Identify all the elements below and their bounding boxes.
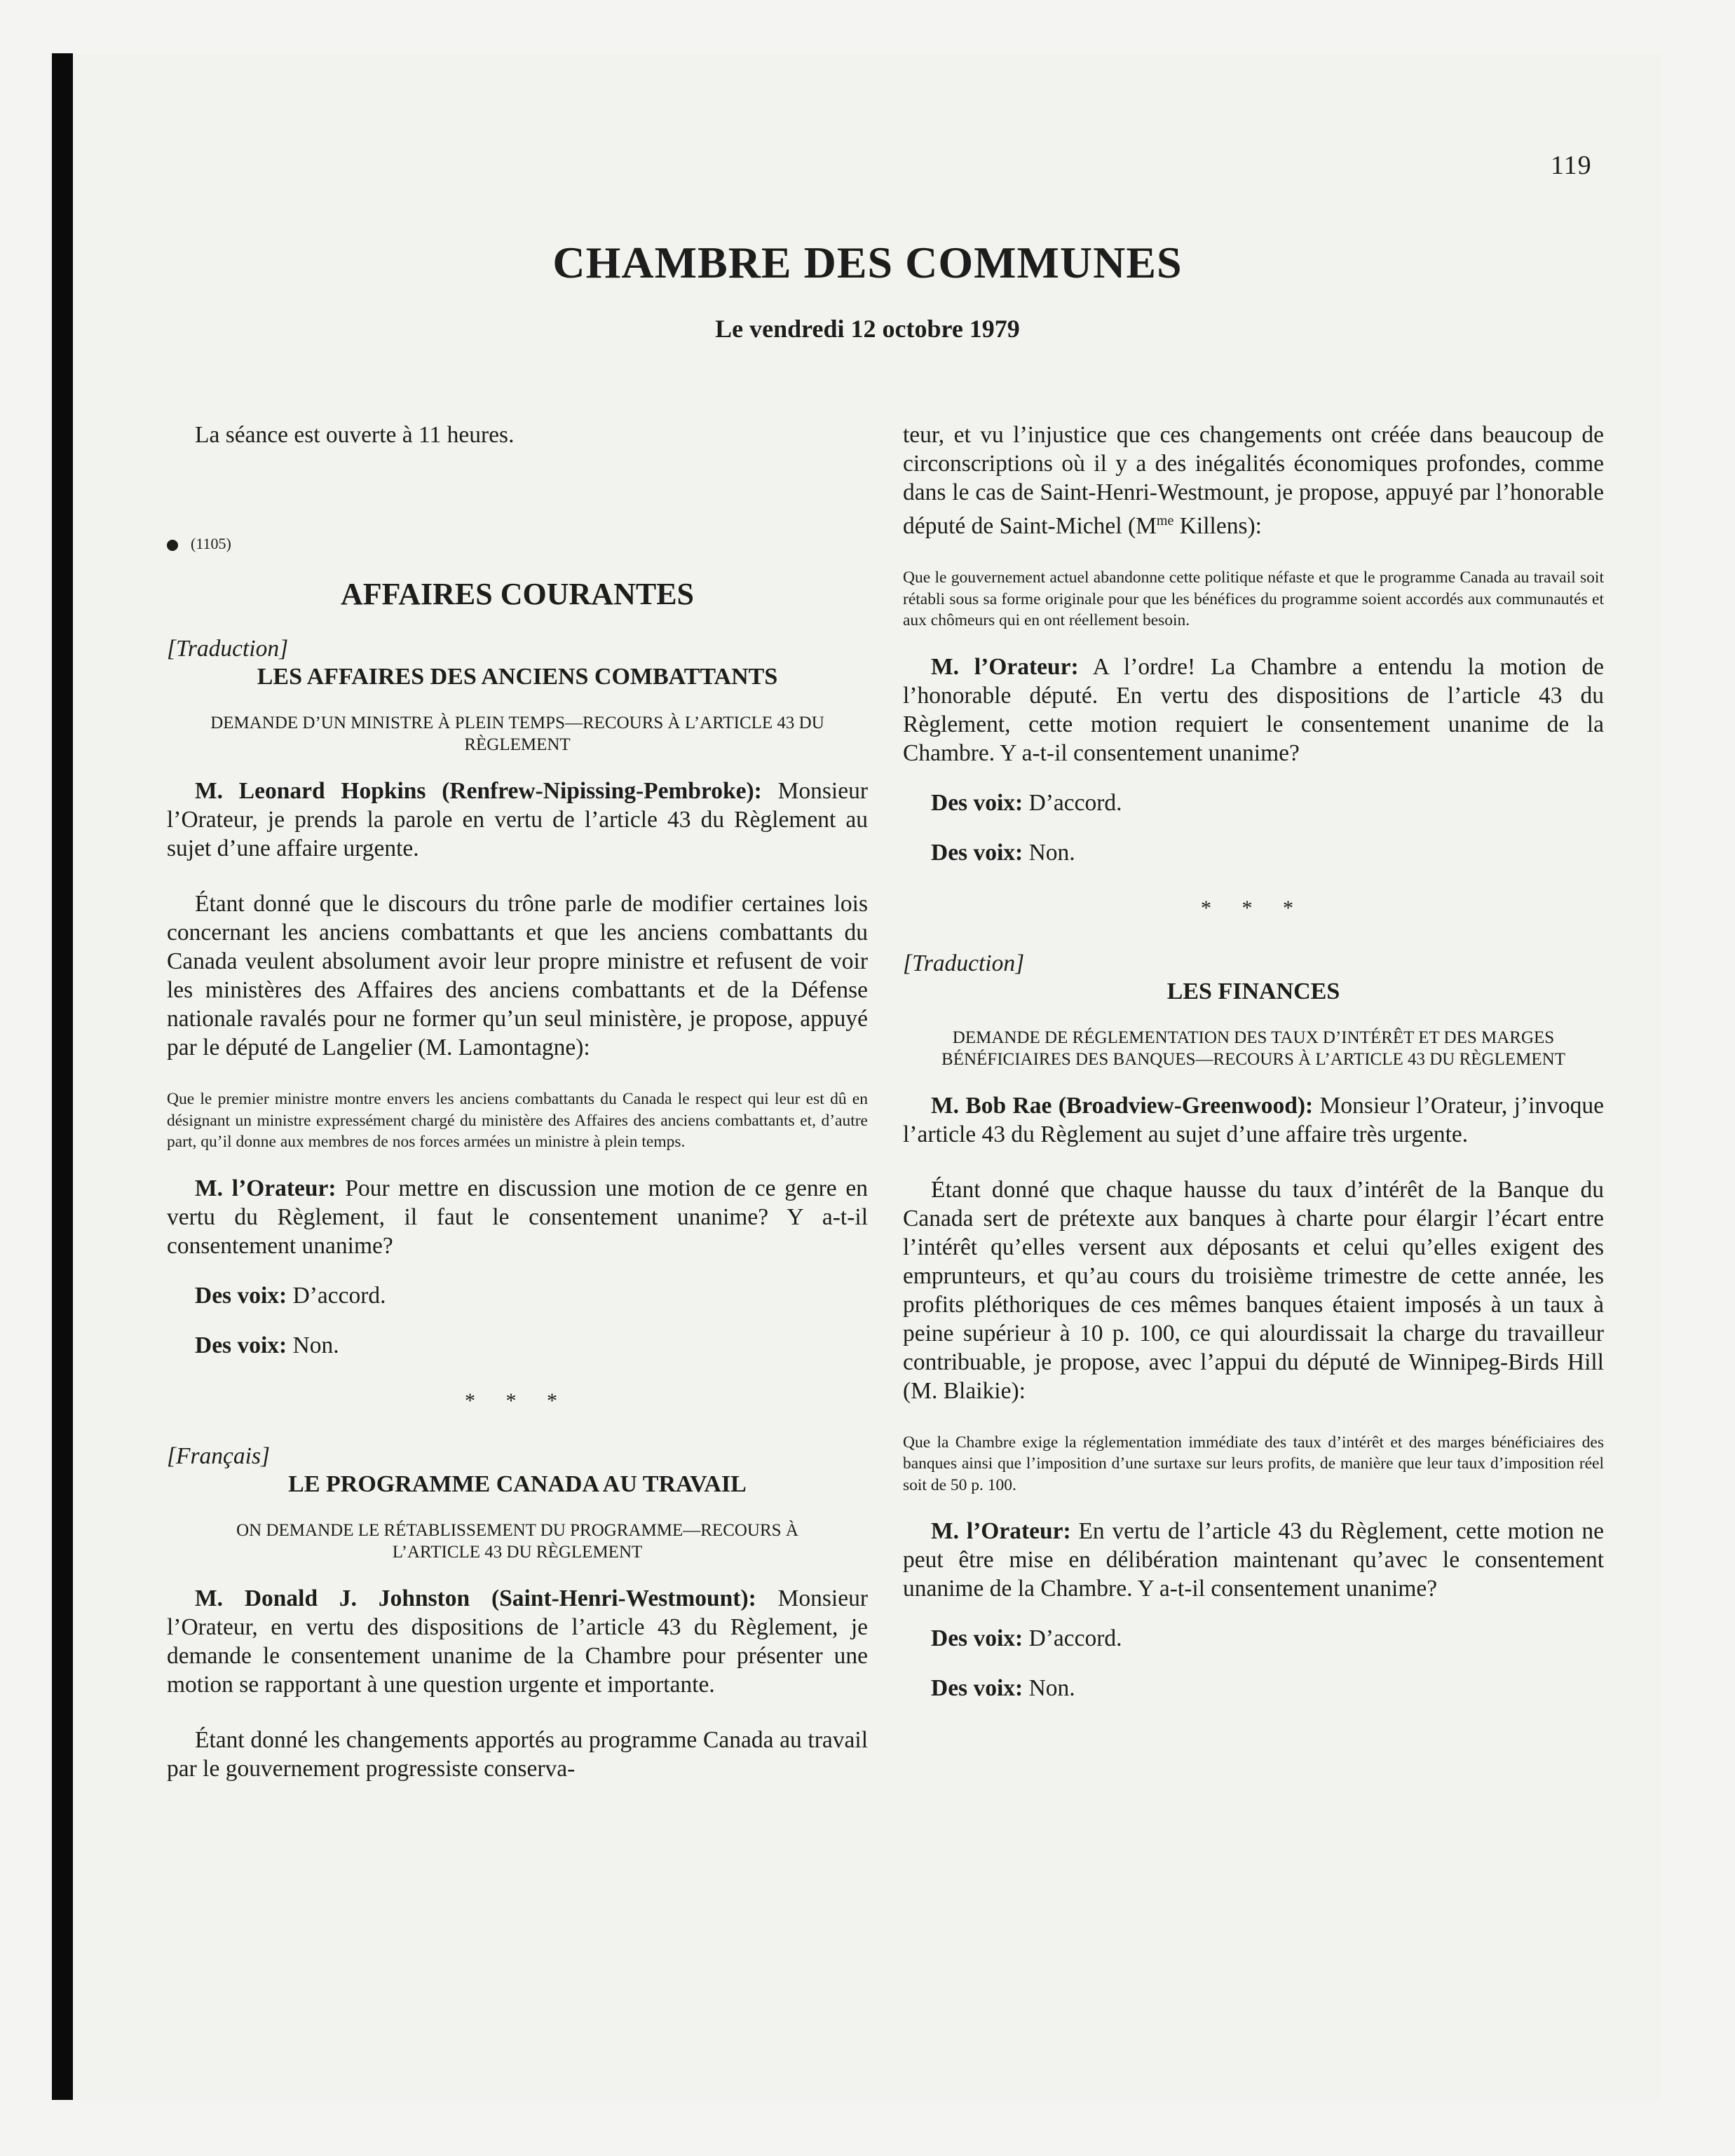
johnston-speech	[167, 1584, 868, 1699]
johnston-preamble-start: Étant donné les changements apportés au programme Canada au travail par le gouvernement progressiste conserva-	[167, 1726, 868, 1782]
speech-text: A l’ordre! La Chambre a entendu la motion de l’honorable député. En vertu des dispositions de l’article 43 du Règlement, cette motion requiert le consentement unanime de la Chambre. Y a-t-il consentement unanime?	[903, 653, 1604, 766]
section-title-veterans: LES AFFAIRES DES ANCIENS COMBATTANTS	[257, 664, 778, 690]
rubric-heading: AFFAIRES COURANTES	[340, 577, 695, 611]
preamble-text-end: Killens):	[1173, 513, 1262, 540]
page-number: 119	[1551, 151, 1592, 180]
scan-edge	[52, 53, 73, 2100]
voices-yes	[903, 1624, 1604, 1653]
translation-note: [Traduction]	[903, 950, 1025, 976]
speaker-name: Des voix:	[195, 1332, 287, 1358]
speech-text: Monsieur l’Orateur, en vertu des dispositions de l’article 43 du Règlement, je demande le consentement unanime de la Chambre pour présenter une motion se rapportant à une question urgente et importante.	[167, 1585, 869, 1698]
section-subtitle-veterans: DEMANDE D’UN MINISTRE À PLEIN TEMPS—RECOURS À L’ARTICLE 43 DU RÈGLEMENT	[210, 714, 824, 754]
speaker-name: Des voix:	[931, 1625, 1023, 1652]
speech-text: Pour mettre en discussion une motion de ce genre en vertu du Règlement, il faut le consentement unanime? Y a-t-il consentement unanime?	[167, 1175, 868, 1259]
speech-text: Monsieur l’Orateur, j’invoque l’article 43 du Règlement au sujet d’une affaire très urgente.	[903, 1092, 1604, 1147]
johnston-motion: Que le gouvernement actuel abandonne cette politique néfaste et que le programme Canada au travail soit rétabli sous sa forme originale pour que les bénéfices du programme soient accordés aux communautés et aux chômeurs qui en ont réellement besoin.	[903, 568, 1604, 630]
speaker-name: M. Bob Rae (Broadview-Greenwood):	[931, 1092, 1314, 1119]
right-column	[903, 421, 1604, 1703]
voices-yes	[903, 789, 1604, 817]
speech-text: D’accord.	[1023, 789, 1122, 816]
speech-text: En vertu de l’article 43 du Règlement, cette motion ne peut être mise en délibération maintenant qu’avec le consentement unanime de la Chambre. Y a-t-il consentement unanime?	[903, 1518, 1604, 1602]
section-separator: * * *	[465, 1389, 570, 1412]
speaker-name: Des voix:	[931, 839, 1023, 866]
section-title-finances: LES FINANCES	[1166, 978, 1340, 1004]
left-column	[167, 421, 868, 1783]
time-marker-label: (1105)	[191, 535, 231, 552]
speaker-name: Des voix:	[931, 789, 1023, 816]
french-note: [Français]	[167, 1442, 271, 1469]
sitting-opening: La séance est ouverte à 11 heures.	[195, 422, 515, 448]
hopkins-speech	[167, 777, 868, 863]
speech-text: Monsieur l’Orateur, je prends la parole en vertu de l’article 43 du Règlement au sujet d’une affaire urgente.	[167, 778, 869, 861]
speech-text: Non.	[287, 1332, 339, 1358]
section-subtitle-program: ON DEMANDE LE RÉTABLISSEMENT DU PROGRAMME—RECOURS À L’ARTICLE 43 DU RÈGLEMENT	[236, 1520, 798, 1562]
preamble-sup: me	[1156, 513, 1174, 528]
rae-motion: Que la Chambre exige la réglementation immédiate des taux d’intérêt et des marges bénéficiaires des banques ainsi que l’imposition d’une surtaxe sur leurs profits, de manière que leur taux d’imposition réel soit de 50 p. 100.	[903, 1433, 1604, 1494]
voices-yes	[167, 1281, 868, 1310]
translation-note: [Traduction]	[167, 636, 289, 662]
speech-text: Non.	[1023, 1675, 1075, 1702]
section-subtitle-finances: DEMANDE DE RÉGLEMENTATION DES TAUX D’INTÉRÊT ET DES MARGES BÉNÉFICIAIRES DES BANQUES—RECOURS À L’ARTICLE 43 DU RÈGLEMENT	[941, 1028, 1565, 1069]
speaker-name: M. Donald J. Johnston (Saint-Henri-Westmount):	[195, 1585, 756, 1611]
speaker-ruling-1	[167, 1174, 868, 1260]
voices-no	[903, 1674, 1604, 1703]
voices-no	[903, 838, 1604, 867]
sitting-date: Le vendredi 12 octobre 1979	[715, 315, 1020, 343]
preamble-text: teur, et vu l’injustice que ces changements ont créée dans beaucoup de circonscriptions où il y a des inégalités économiques profondes, comme dans le cas de Saint-Henri-Westmount, je propose, appuyé par l’honorable député de Saint-Michel (M	[903, 422, 1604, 540]
bullet-icon	[167, 540, 178, 551]
speaker-name: M. l’Orateur:	[931, 1518, 1071, 1545]
rae-preamble: Étant donné que chaque hausse du taux d’intérêt de la Banque du Canada sert de prétexte aux banques à charte pour élargir l’écart entre l’intérêt qu’elles versent aux déposants et celui qu’elles exigent des emprunteurs, et qu’au cours du troisième trimestre de cette année, les profits pléthoriques de ces mêmes banques étaient imposés à un taux à peine supérieur à 10 p. 100, ce qui alourdissait la charge du travailleur contribuable, je propose, avec l’appui du député de Winnipeg-Birds Hill (M. Blaikie):	[903, 1176, 1604, 1404]
section-title-program: LE PROGRAMME CANADA AU TRAVAIL	[288, 1471, 747, 1497]
speaker-name: M. Leonard Hopkins (Renfrew-Nipissing-Pembroke):	[195, 778, 762, 804]
hopkins-preamble: Étant donné que le discours du trône parle de modifier certaines lois concernant les anciens combattants et que les anciens combattants du Canada veulent absolument avoir leur propre ministre et refusent de voir les ministères des Affaires des anciens combattants et de la Défense nationale ravalés pour ne former qu’un seul ministère, je propose, appuyé par le député de Langelier (M. Lamontagne):	[167, 891, 868, 1060]
speaker-name: M. l’Orateur:	[931, 653, 1079, 680]
rae-speech	[903, 1091, 1604, 1149]
speech-text: D’accord.	[287, 1282, 386, 1309]
voices-no	[167, 1331, 868, 1360]
time-marker	[167, 533, 868, 554]
speaker-name: M. l’Orateur:	[195, 1175, 336, 1201]
speaker-name: Des voix:	[195, 1282, 287, 1309]
speaker-name: Des voix:	[931, 1675, 1023, 1702]
speaker-ruling-2	[903, 653, 1604, 767]
speaker-ruling-3	[903, 1517, 1604, 1603]
johnston-preamble-cont	[903, 421, 1604, 540]
speech-text: Non.	[1023, 839, 1075, 866]
hopkins-motion: Que le premier ministre montre envers les anciens combattants du Canada le respect qui leur est dû en désignant un ministre expressément chargé du ministère des Affaires des anciens combattants et, d’autre part, qu’il donne aux membres de nos forces armées un ministre à plein temps.	[167, 1090, 868, 1151]
speech-text: D’accord.	[1023, 1625, 1122, 1652]
section-separator: * * *	[1201, 896, 1306, 920]
page-title: CHAMBRE DES COMMUNES	[552, 238, 1183, 287]
